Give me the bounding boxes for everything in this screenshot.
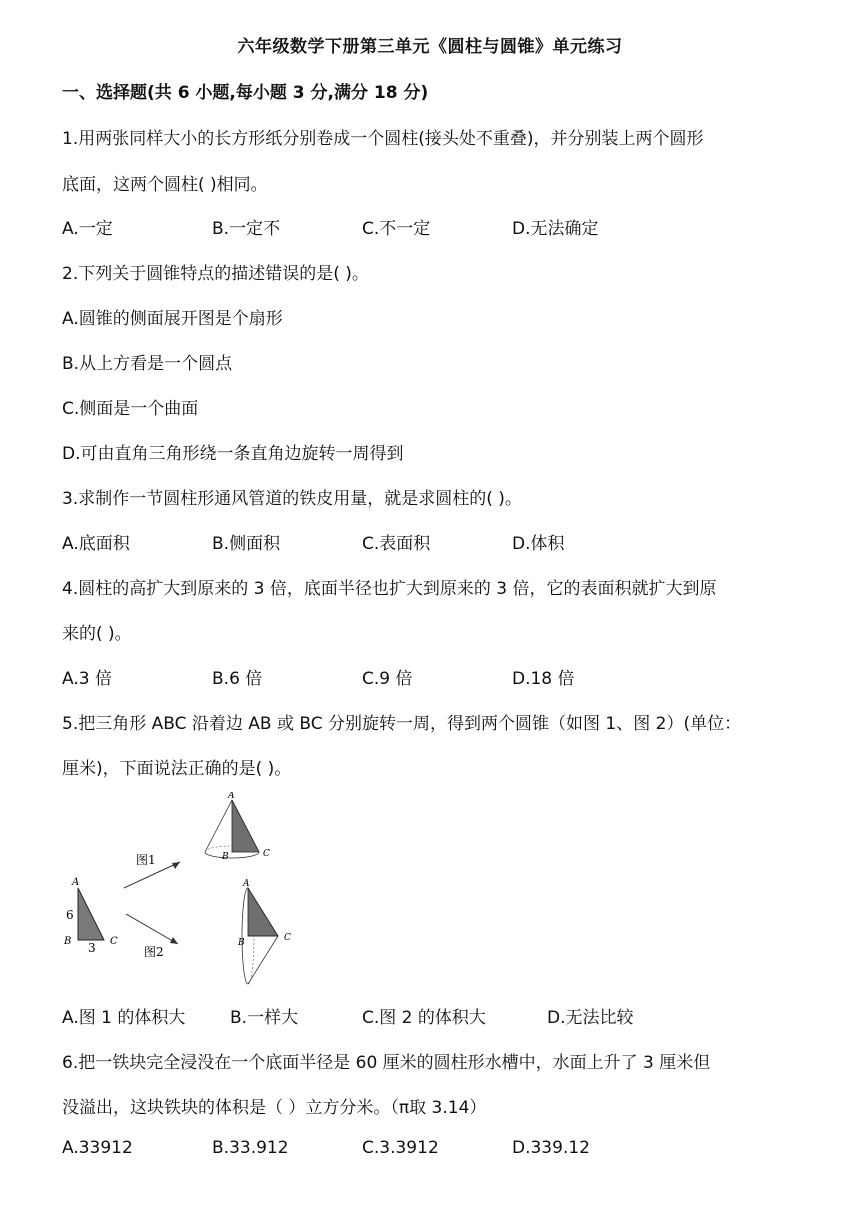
- question-4-line-2: 来的( )。: [62, 624, 132, 644]
- question-6-line-1: 6.把一铁块完全浸没在一个底面半径是 60 厘米的圆柱形水槽中，水面上升了 3 厘米但: [62, 1053, 711, 1073]
- question-5-line-2: 厘米)，下面说法正确的是( )。: [62, 759, 292, 779]
- question-6-option-d: D.339.12: [512, 1138, 590, 1158]
- question-1-option-d: D.无法确定: [512, 219, 599, 239]
- question-1-line-1: 1.用两张同样大小的长方形纸分别卷成一个圆柱(接头处不重叠)，并分别装上两个圆形: [62, 129, 704, 149]
- page-title: 六年级数学下册第三单元《圆柱与圆锥》单元练习: [237, 37, 623, 57]
- section-heading: 一、选择题(共 6 小题,每小题 3 分,满分 18 分): [62, 83, 429, 103]
- question-5-option-c: C.图 2 的体积大: [362, 1008, 486, 1028]
- question-3-option-d: D.体积: [512, 534, 565, 554]
- question-1-line-2: 底面，这两个圆柱( )相同。: [62, 175, 268, 195]
- question-2-option-c: C.侧面是一个曲面: [62, 399, 199, 419]
- question-6-option-b: B.33.912: [212, 1138, 289, 1158]
- cone-2-label-c: C: [284, 933, 291, 943]
- figure-2-label: 图2: [144, 945, 164, 959]
- question-5-option-d: D.无法比较: [547, 1008, 634, 1028]
- cone-rotation-figure: [60, 792, 360, 992]
- cone-2-label-b: B: [238, 938, 245, 948]
- figure-1-label: 图1: [136, 853, 156, 867]
- question-5-option-b: B.一样大: [230, 1008, 299, 1028]
- question-3-option-b: B.侧面积: [212, 534, 281, 554]
- question-4-line-1: 4.圆柱的高扩大到原来的 3 倍，底面半径也扩大到原来的 3 倍，它的表面积就扩大到原: [62, 579, 717, 599]
- cone-2-label-a: A: [243, 879, 250, 889]
- question-6-option-a: A.33912: [62, 1138, 133, 1158]
- question-3-option-a: A.底面积: [62, 534, 130, 554]
- question-4-option-c: C.9 倍: [362, 669, 413, 689]
- triangle-label-c: C: [110, 936, 118, 947]
- question-5-option-a: A.图 1 的体积大: [62, 1008, 186, 1028]
- question-1-option-a: A.一定: [62, 219, 113, 239]
- triangle-label-a: A: [72, 877, 80, 888]
- question-6-line-2: 没溢出，这块铁块的体积是（ ）立方分米。（π取 3.14）: [62, 1098, 487, 1118]
- question-2-stem: 2.下列关于圆锥特点的描述错误的是( )。: [62, 264, 369, 284]
- cone-figure-1: [205, 792, 270, 862]
- question-4-option-a: A.3 倍: [62, 669, 112, 689]
- triangle-label-b: B: [64, 936, 72, 947]
- question-4-option-b: B.6 倍: [212, 669, 263, 689]
- question-5-line-1: 5.把三角形 ABC 沿着边 AB 或 BC 分别旋转一周，得到两个圆锥（如图 1、图 2）(单位：: [62, 714, 742, 734]
- cone-1-label-c: C: [263, 849, 270, 859]
- question-4-option-d: D.18 倍: [512, 669, 575, 689]
- question-3-stem: 3.求制作一节圆柱形通风管道的铁皮用量，就是求圆柱的( )。: [62, 489, 522, 509]
- cone-1-label-b: B: [222, 852, 229, 862]
- question-6-option-c: C.3.3912: [362, 1138, 439, 1158]
- triangle-side-ab-length: 6: [66, 908, 74, 922]
- cone-1-label-a: A: [228, 792, 235, 801]
- triangle-abc: [63, 877, 118, 955]
- question-2-option-b: B.从上方看是一个圆点: [62, 354, 233, 374]
- arrow-to-figure-1: [124, 853, 180, 888]
- question-2-option-d: D.可由直角三角形绕一条直角边旋转一周得到: [62, 444, 404, 464]
- question-3-option-c: C.表面积: [362, 534, 431, 554]
- question-1-option-b: B.一定不: [212, 219, 281, 239]
- question-2-option-a: A.圆锥的侧面展开图是个扇形: [62, 309, 283, 329]
- question-1-option-c: C.不一定: [362, 219, 431, 239]
- cone-figure-2: [237, 879, 291, 984]
- triangle-side-bc-length: 3: [88, 941, 96, 955]
- arrow-to-figure-2: [126, 914, 178, 959]
